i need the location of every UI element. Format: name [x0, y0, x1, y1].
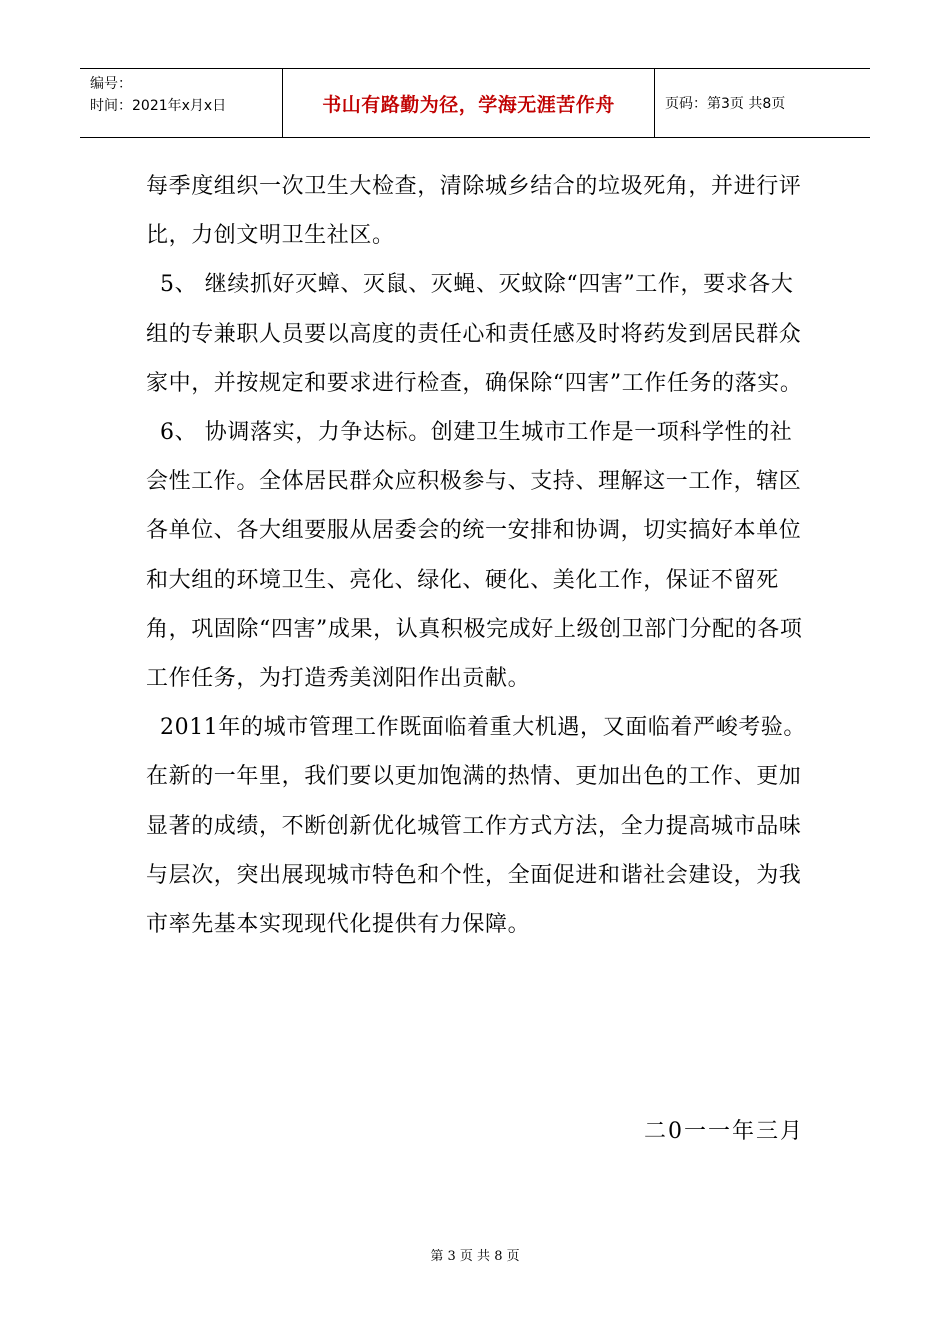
- page-info: 页码：第3页 共8页: [665, 96, 786, 112]
- motto: 书山有路勤为径，学海无涯苦作舟: [322, 93, 615, 116]
- paragraph-3: 6、 协调落实，力争达标。创建卫生城市工作是一项科学性的社会性工作。全体居民群众应积极参与、支持、理解这一工作，辖区各单位、各大组要服从居委会的统一安排和协调，切实搞好本单位和大组的环境卫生、亮化、绿化、硬化、美化工作，保证不留死角，巩固除“四害”成果，认真积极完成好上级创卫部门分配的各项工作任务，为打造秀美浏阳作出贡献。: [146, 420, 803, 692]
- time-label: 时间：2021年x月x日: [90, 98, 227, 114]
- header-meta-cell: [80, 69, 283, 137]
- page-footer: 第 3 页 共 8 页: [430, 1249, 520, 1264]
- document-header: [80, 68, 870, 138]
- number-label: 编号：: [90, 76, 132, 92]
- document-body: [146, 162, 810, 949]
- paragraph-1: 每季度组织一次卫生大检查，清除城乡结合的垃圾死角，并进行评比，力创文明卫生社区。: [146, 174, 802, 249]
- header-motto-cell: [283, 69, 655, 137]
- paragraph-2: 5、 继续抓好灭蟑、灭鼠、灭蝇、灭蚊除“四害”工作，要求各大组的专兼职人员要以高度的责任心和责任感及时将药发到居民群众家中，并按规定和要求进行检查，确保除“四害”工作任务的落实。: [146, 272, 803, 396]
- paragraph-4: 2011年的城市管理工作既面临着重大机遇，又面临着严峻考验。在新的一年里，我们要以更加饱满的热情、更加出色的工作、更加显著的成绩，不断创新优化城管工作方式方法，全力提高城市品味与层次，突出展现城市特色和个性，全面促进和谐社会建设，为我市率先基本实现现代化提供有力保障。: [146, 715, 806, 938]
- header-page-cell: [655, 69, 870, 137]
- document-date: 二0一一年三月: [644, 1119, 804, 1144]
